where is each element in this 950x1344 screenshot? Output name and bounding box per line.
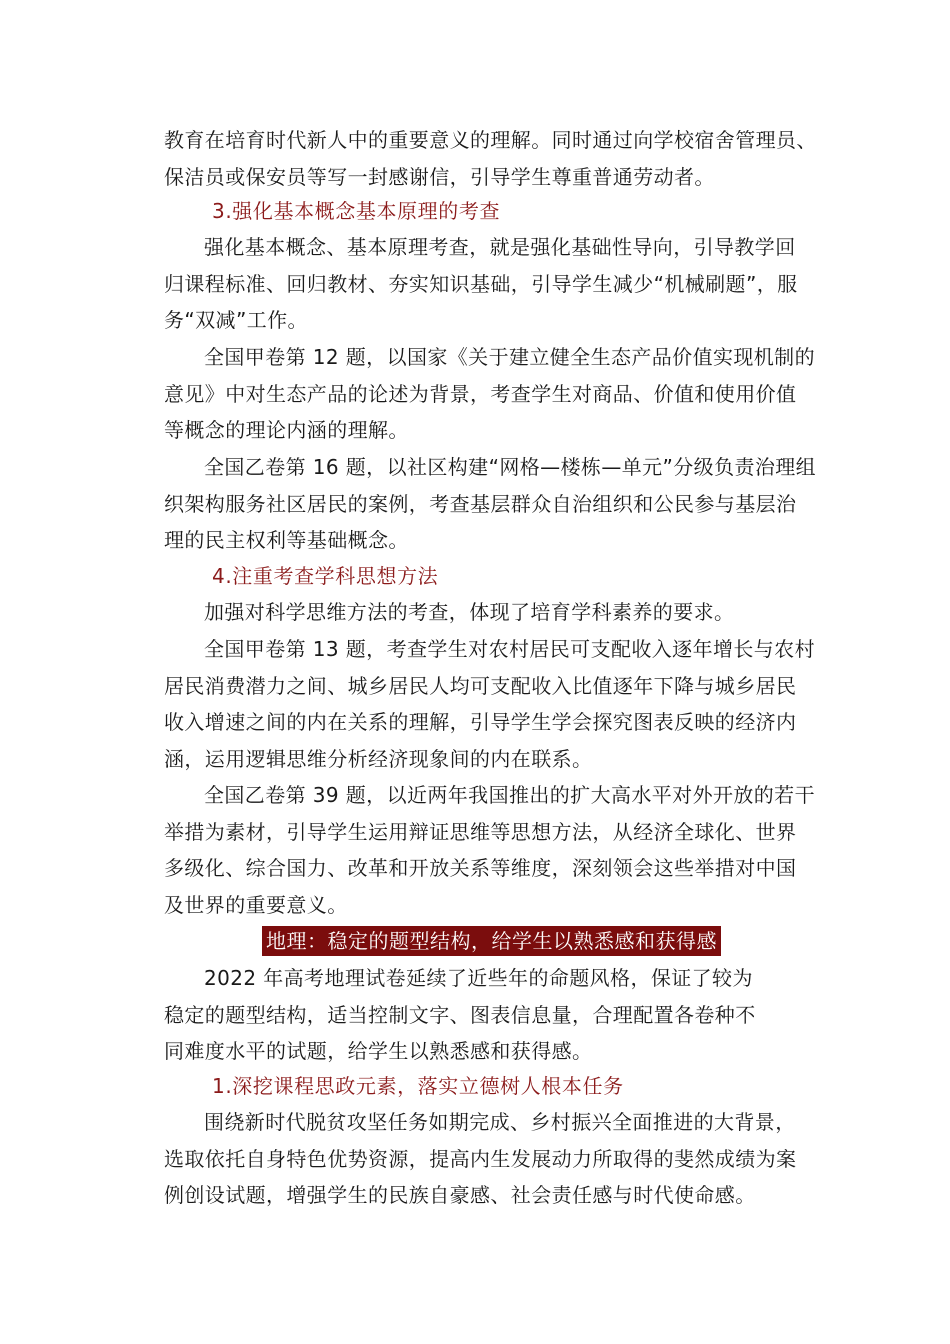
text-line: 稳定的题型结构，适当控制文字、图表信息量，合理配置各卷种不 <box>164 1002 756 1027</box>
text-line: 全国甲卷第 13 题，考查学生对农村居民可支配收入逐年增长与农村 <box>204 637 815 661</box>
text-line: 多级化、综合国力、改革和开放关系等维度，深刻领会这些举措对中国 <box>164 856 797 880</box>
paragraph-scientific-thinking <box>164 594 790 631</box>
geography-section-banner: 地理：稳定的题型结构，给学生以熟悉感和获得感 <box>262 926 721 956</box>
text-line: 加强对科学思维方法的考查，体现了培育学科素养的要求。 <box>204 600 735 624</box>
text-line: 归课程标准、回归教材、夯实知识基础，引导学生减少“机械刷题”，服 <box>164 271 798 296</box>
text-line: 举措为素材，引导学生运用辩证思维等思想方法，从经济全球化、世界 <box>164 819 797 844</box>
text-line: 及世界的重要意义。 <box>164 892 348 917</box>
paragraph-jia-13 <box>164 631 815 777</box>
paragraph-basic-concepts <box>164 229 798 339</box>
text-line: 等概念的理论内涵的理解。 <box>164 418 409 442</box>
text-line: 教育在培育时代新人中的重要意义的理解。同时通过向学校宿舍管理员、 <box>164 128 817 152</box>
text-line: 涵，运用逻辑思维分析经济现象间的内在联系。 <box>164 746 593 771</box>
text-line: 全国乙卷第 39 题，以近两年我国推出的扩大高水平对外开放的若干 <box>204 783 815 807</box>
text-line: 强化基本概念、基本原理考查，就是强化基础性导向，引导教学回 <box>204 235 796 259</box>
paragraph-geography-1 <box>164 1104 797 1214</box>
text-line: 织架构服务社区居民的案例，考查基层群众自治组织和公民参与基层治 <box>164 491 797 516</box>
text-line: 意见》中对生态产品的论述为背景，考查学生对商品、价值和使用价值 <box>164 381 797 406</box>
text-line: 全国甲卷第 12 题，以国家《关于建立健全生态产品价值实现机制的 <box>204 345 815 369</box>
text-line: 理的民主权利等基础概念。 <box>164 528 409 552</box>
text-line: 选取依托自身特色优势资源，提高内生发展动力所取得的斐然成绩为案 <box>164 1146 797 1171</box>
text-line: 居民消费潜力之间、城乡居民人均可支配收入比值逐年下降与城乡居民 <box>164 673 797 698</box>
text-line: 围绕新时代脱贫攻坚任务如期完成、乡村振兴全面推进的大背景， <box>204 1110 796 1134</box>
paragraph-geography-intro <box>164 960 790 1070</box>
section-heading-3: 3.强化基本概念基本原理的考查 <box>212 199 501 223</box>
text-line: 例创设试题，增强学生的民族自豪感、社会责任感与时代使命感。 <box>164 1183 756 1207</box>
intro-paragraph <box>164 122 817 195</box>
text-line: 保洁员或保安员等写一封感谢信，引导学生尊重普通劳动者。 <box>164 164 715 189</box>
paragraph-yi-16 <box>164 449 817 559</box>
paragraph-yi-39 <box>164 777 815 923</box>
section-heading-4: 4.注重考查学科思想方法 <box>212 564 439 588</box>
text-line: 收入增速之间的内在关系的理解，引导学生学会探究图表反映的经济内 <box>164 710 797 734</box>
paragraph-jia-12 <box>164 339 815 449</box>
text-line: 2022 年高考地理试卷延续了近些年的命题风格，保证了较为 <box>204 966 753 990</box>
text-line: 同难度水平的试题，给学生以熟悉感和获得感。 <box>164 1039 593 1063</box>
geography-heading-1: 1.深挖课程思政元素，落实立德树人根本任务 <box>212 1074 624 1098</box>
text-line: 务“双减”工作。 <box>164 308 308 332</box>
text-line: 全国乙卷第 16 题，以社区构建“网格—楼栋—单元”分级负责治理组 <box>204 455 817 479</box>
